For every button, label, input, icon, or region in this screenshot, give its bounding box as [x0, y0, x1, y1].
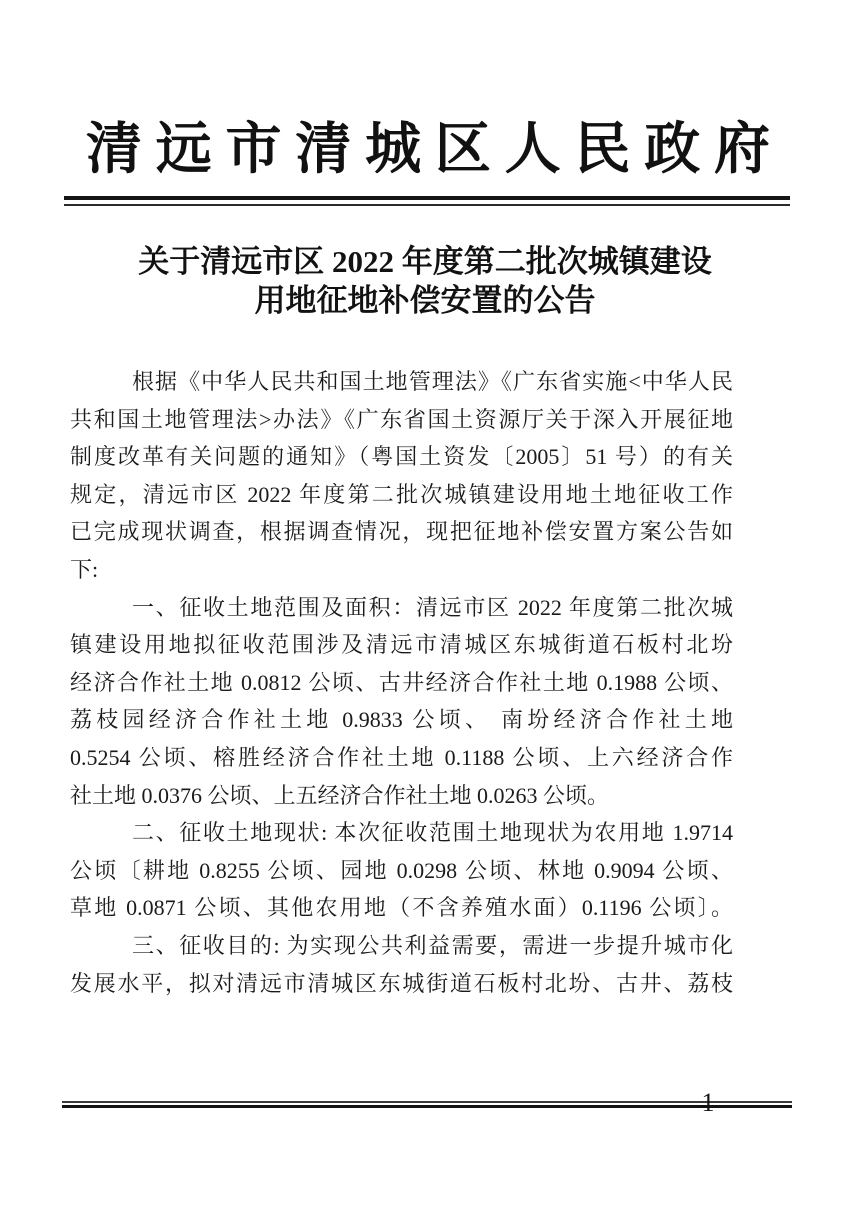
body-line: 共和国土地管理法>办法》《广东省国土资源厅关于深入开展征地 — [70, 406, 733, 432]
masthead-rule-thin — [64, 204, 790, 206]
document-title — [0, 242, 850, 320]
body-line: 镇建设用地拟征收范围涉及清远市清城区东城街道石板村北坋 — [70, 632, 733, 658]
body-line: 荔枝园经济合作社土地 0.9833 公顷、 南坋经济合作社土地 — [70, 707, 733, 733]
body-line: 规定，清远市区 2022 年度第二批次城镇建设用地土地征收工作 — [70, 481, 733, 507]
body-line: 0.5254 公顷、榕胜经济合作社土地 0.1188 公顷、上六经济合作 — [70, 744, 733, 770]
body-line: 一、征收土地范围及面积：清远市区 2022 年度第二批次城 — [132, 594, 733, 620]
document-title-line-2: 用地征地补偿安置的公告 — [254, 283, 596, 318]
body-line: 制度改革有关问题的通知》（粤国土资发〔2005〕51 号）的有关 — [70, 444, 733, 470]
body-line: 二、征收土地现状: 本次征收范围土地现状为农用地 1.9714 — [132, 820, 733, 846]
body-line: 草地 0.0871 公顷、其他农用地（不含养殖水面）0.1196 公顷〕。 — [70, 895, 733, 921]
document-title-line-1: 关于清远市区 2022 年度第二批次城镇建设 — [138, 244, 712, 279]
body-line: 已完成现状调查，根据调查情况，现把征地补偿安置方案公告如 — [70, 519, 733, 545]
masthead-rule-thick — [64, 196, 790, 200]
body-line: 经济合作社土地 0.0812 公顷、古井经济合作社土地 0.1988 公顷、 — [70, 669, 733, 695]
body-line: 根据《中华人民共和国土地管理法》《广东省实施<中华人民 — [132, 369, 733, 394]
body-line: 公顷〔耕地 0.8255 公顷、园地 0.0298 公顷、林地 0.9094 公顷、 — [70, 857, 733, 883]
masthead-org-name: 清远市清城区人民政府 — [86, 119, 770, 181]
footer-rule-thin — [62, 1101, 792, 1103]
body-line: 社土地 0.0376 公顷、上五经济合作社土地 0.0263 公顷。 — [70, 782, 610, 808]
footer-rule-thick — [62, 1105, 792, 1108]
body-line: 三、征收目的: 为实现公共利益需要，需进一步提升城市化 — [132, 932, 733, 958]
document-body — [70, 363, 733, 1002]
page-number: 1 — [701, 1088, 715, 1117]
body-line: 下: — [70, 556, 99, 582]
body-line: 发展水平，拟对清远市清城区东城街道石板村北坋、古井、荔枝 — [70, 970, 733, 996]
